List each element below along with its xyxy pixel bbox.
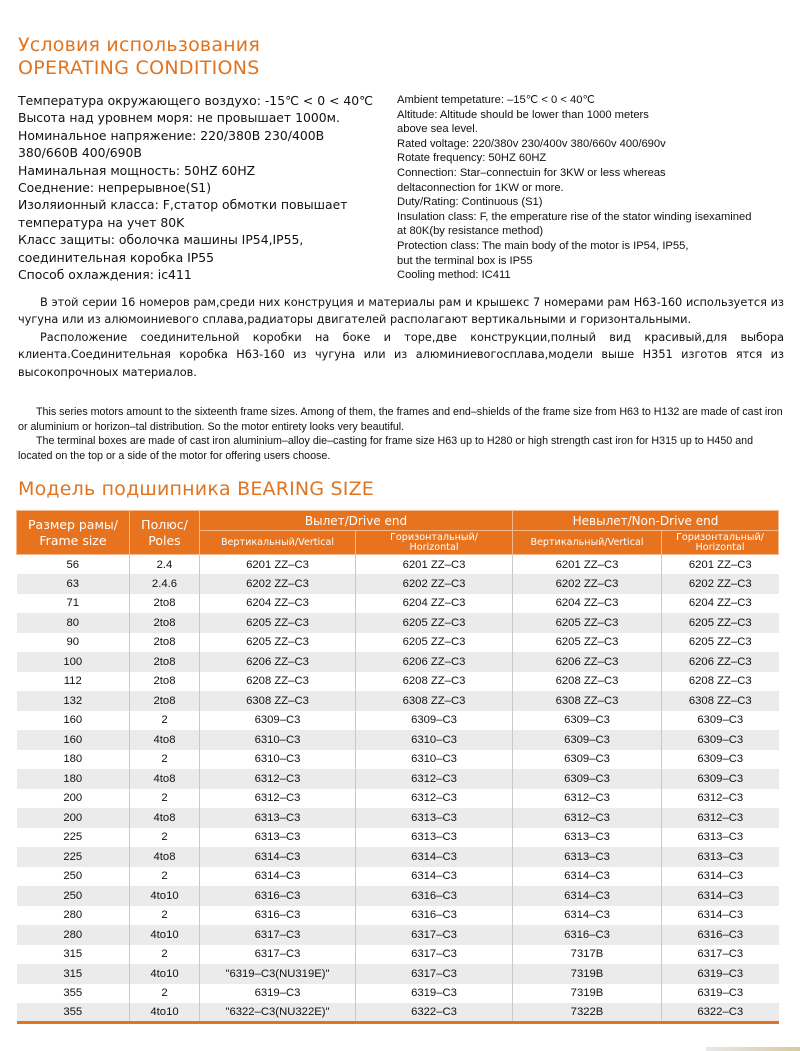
cell-non-drive-horizontal: 6206 ZZ–C3: [662, 652, 779, 672]
cell-drive-vertical: 6308 ZZ–C3: [200, 691, 356, 711]
cell-non-drive-vertical: 6313–C3: [513, 847, 662, 867]
cell-poles: 2to8: [130, 594, 200, 614]
condition-line-en: above sea level.: [397, 123, 478, 136]
condition-line-en: Rated voltage: 220/380v 230/400v 380/660v 400/690v: [397, 137, 666, 150]
cell-non-drive-horizontal: 6322–C3: [662, 1003, 779, 1023]
table-row: [17, 769, 779, 789]
cell-non-drive-horizontal: 6312–C3: [662, 808, 779, 828]
cell-frame-size: 90: [17, 633, 130, 653]
cell-drive-horizontal: 6205 ZZ–C3: [356, 613, 513, 633]
cell-frame-size: 250: [17, 886, 130, 906]
table-row: [17, 808, 779, 828]
cell-drive-horizontal: 6201 ZZ–C3: [356, 555, 513, 575]
cell-drive-horizontal: 6205 ZZ–C3: [356, 633, 513, 653]
cell-drive-vertical: 6205 ZZ–C3: [200, 613, 356, 633]
cell-drive-vertical: 6310–C3: [200, 730, 356, 750]
cell-drive-horizontal: 6316–C3: [356, 886, 513, 906]
cell-drive-horizontal: 6202 ZZ–C3: [356, 574, 513, 594]
cell-non-drive-horizontal: 6309–C3: [662, 769, 779, 789]
condition-line-ru: Высота над уровнем моря: не провышает 1000м.: [18, 110, 340, 126]
condition-line-ru: Способ охлаждения: ic411: [18, 267, 192, 283]
decorative-strip: [706, 1047, 800, 1051]
cell-drive-vertical: 6309–C3: [200, 711, 356, 731]
cell-drive-vertical: "6319–C3(NU319E)": [200, 964, 356, 984]
cell-poles: 2.4.6: [130, 574, 200, 594]
cell-non-drive-horizontal: 6309–C3: [662, 750, 779, 770]
condition-line-en: at 80K(by resistance method): [397, 225, 544, 238]
cell-drive-vertical: 6319–C3: [200, 984, 356, 1004]
cell-drive-vertical: 6312–C3: [200, 769, 356, 789]
cell-non-drive-horizontal: 6205 ZZ–C3: [662, 633, 779, 653]
condition-line-en: Protection class: The main body of the motor is IP54, IP55,: [397, 239, 689, 252]
table-row: [17, 672, 779, 692]
cell-non-drive-horizontal: 6313–C3: [662, 828, 779, 848]
cell-frame-size: 80: [17, 613, 130, 633]
table-row: [17, 730, 779, 750]
cell-drive-vertical: 6310–C3: [200, 750, 356, 770]
cell-drive-horizontal: 6313–C3: [356, 828, 513, 848]
cell-non-drive-vertical: 6314–C3: [513, 886, 662, 906]
cell-poles: 4to10: [130, 886, 200, 906]
table-row: [17, 555, 779, 575]
operating-conditions-title-en: OPERATING CONDITIONS: [18, 57, 260, 79]
cell-non-drive-horizontal: 6308 ZZ–C3: [662, 691, 779, 711]
cell-poles: 2to8: [130, 613, 200, 633]
cell-drive-horizontal: 6314–C3: [356, 847, 513, 867]
table-row: [17, 906, 779, 926]
condition-line-ru: Изоляионный класса: F,статор обмотки повышает: [18, 197, 348, 213]
cell-frame-size: 180: [17, 769, 130, 789]
header-horizontal-ru: Горизонтальный/: [390, 531, 478, 543]
cell-poles: 2: [130, 906, 200, 926]
description-paragraph-ru: Расположение соединительной коробки на боке и торе,две конструкции,полный вид красивый,для выбора клиента.Соединительная коробка H63-160 из чугуна или из алюминиевогосплава,модели выше H351 изготов ятся из высокопрочноых материалов.: [18, 330, 784, 379]
description-paragraph-en: This series motors amount to the sixteenth frame sizes. Among of them, the frames and end–shields of the frame size from H63 to H132 are made of cast iron or aluminium or horizon–tal distribution. So the motor entirety looks very beautiful.: [18, 406, 783, 433]
table-row: [17, 613, 779, 633]
cell-poles: 2: [130, 828, 200, 848]
cell-drive-vertical: 6204 ZZ–C3: [200, 594, 356, 614]
cell-frame-size: 63: [17, 574, 130, 594]
cell-non-drive-vertical: 7317B: [513, 945, 662, 965]
cell-drive-vertical: 6313–C3: [200, 828, 356, 848]
cell-frame-size: 280: [17, 906, 130, 926]
cell-non-drive-vertical: 7319B: [513, 964, 662, 984]
cell-drive-horizontal: 6309–C3: [356, 711, 513, 731]
cell-poles: 2: [130, 984, 200, 1004]
header-horizontal-en: Horizontal: [695, 541, 745, 553]
cell-non-drive-horizontal: 6314–C3: [662, 886, 779, 906]
condition-line-ru: Температура окружающего воздухо: -15℃ < 0 < 40℃: [18, 93, 374, 108]
cell-non-drive-vertical: 6208 ZZ–C3: [513, 672, 662, 692]
description-paragraph-en: The terminal boxes are made of cast iron aluminium–alloy die–casting for frame size H63 up to H280 or high strength cast iron for H315 up to H450 and located on the top or a side of the motor for offering users choose.: [18, 435, 754, 462]
cell-frame-size: 200: [17, 789, 130, 809]
cell-drive-vertical: 6316–C3: [200, 886, 356, 906]
description-paragraph-ru: В этой серии 16 номеров рам,среди них конструция и материалы рам и крышекс 7 номерами рам H63-160 используется из чугуна или из алюмоиниевого сплава,радиаторы двигателей располагают вертикальными и горизонтальными.: [18, 296, 784, 327]
cell-drive-vertical: 6206 ZZ–C3: [200, 652, 356, 672]
table-row: [17, 711, 779, 731]
header-poles-en: Poles: [148, 532, 181, 548]
cell-poles: 4to8: [130, 730, 200, 750]
cell-non-drive-vertical: 6309–C3: [513, 711, 662, 731]
cell-drive-horizontal: 6208 ZZ–C3: [356, 672, 513, 692]
cell-non-drive-horizontal: 6204 ZZ–C3: [662, 594, 779, 614]
cell-non-drive-vertical: 6309–C3: [513, 730, 662, 750]
cell-drive-horizontal: 6308 ZZ–C3: [356, 691, 513, 711]
header-poles: [130, 511, 200, 555]
table-row: [17, 828, 779, 848]
description-ru: [18, 294, 784, 381]
cell-non-drive-vertical: 7322B: [513, 1003, 662, 1023]
cell-poles: 2: [130, 867, 200, 887]
cell-non-drive-vertical: 6309–C3: [513, 769, 662, 789]
cell-frame-size: 225: [17, 828, 130, 848]
cell-poles: 4to10: [130, 925, 200, 945]
table-row: [17, 945, 779, 965]
table-row: [17, 750, 779, 770]
condition-line-ru: 380/660В 400/690В: [18, 145, 142, 161]
condition-line-en: Rotate frequency: 50HZ 60HZ: [397, 152, 547, 165]
cell-non-drive-horizontal: 6316–C3: [662, 925, 779, 945]
table-row: [17, 925, 779, 945]
cell-frame-size: 71: [17, 594, 130, 614]
cell-drive-horizontal: 6319–C3: [356, 984, 513, 1004]
cell-drive-vertical: "6322–C3(NU322E)": [200, 1003, 356, 1023]
bearing-size-title: Модель подшипника BEARING SIZE: [18, 478, 374, 500]
cell-poles: 4to10: [130, 1003, 200, 1023]
header-non-drive-end: Невылет/Non-Drive end: [513, 511, 779, 531]
condition-line-ru: Класс защиты: оболочка машины IP54,IP55,: [18, 232, 304, 248]
cell-drive-horizontal: 6310–C3: [356, 750, 513, 770]
cell-drive-vertical: 6208 ZZ–C3: [200, 672, 356, 692]
cell-frame-size: 112: [17, 672, 130, 692]
cell-drive-vertical: 6317–C3: [200, 945, 356, 965]
cell-poles: 2to8: [130, 691, 200, 711]
header-non-drive-horizontal: [662, 531, 779, 555]
cell-frame-size: 56: [17, 555, 130, 575]
cell-frame-size: 280: [17, 925, 130, 945]
cell-poles: 4to8: [130, 769, 200, 789]
cell-poles: 2: [130, 750, 200, 770]
cell-non-drive-vertical: 6206 ZZ–C3: [513, 652, 662, 672]
cell-drive-vertical: 6313–C3: [200, 808, 356, 828]
condition-line-ru: температура на учет 80K: [18, 214, 185, 230]
condition-line-en: Altitude: Altitude should be lower than 1000 meters: [397, 108, 649, 121]
cell-drive-horizontal: 6310–C3: [356, 730, 513, 750]
cell-drive-horizontal: 6322–C3: [356, 1003, 513, 1023]
cell-drive-vertical: 6316–C3: [200, 906, 356, 926]
cell-non-drive-vertical: 6205 ZZ–C3: [513, 633, 662, 653]
cell-drive-horizontal: 6316–C3: [356, 906, 513, 926]
cell-frame-size: 225: [17, 847, 130, 867]
cell-poles: 2to8: [130, 672, 200, 692]
cell-non-drive-horizontal: 6205 ZZ–C3: [662, 613, 779, 633]
table-row: [17, 594, 779, 614]
cell-non-drive-horizontal: 6201 ZZ–C3: [662, 555, 779, 575]
cell-non-drive-horizontal: 6312–C3: [662, 789, 779, 809]
condition-line-ru: Номинальное напряжение: 220/380В 230/400В: [18, 127, 325, 143]
cell-drive-vertical: 6314–C3: [200, 867, 356, 887]
cell-drive-vertical: 6314–C3: [200, 847, 356, 867]
cell-poles: 2: [130, 711, 200, 731]
table-row: [17, 847, 779, 867]
cell-poles: 4to8: [130, 847, 200, 867]
cell-frame-size: 160: [17, 730, 130, 750]
cell-non-drive-horizontal: 6309–C3: [662, 730, 779, 750]
cell-non-drive-horizontal: 6313–C3: [662, 847, 779, 867]
cell-frame-size: 355: [17, 1003, 130, 1023]
condition-line-ru: соединительная коробка IP55: [18, 249, 214, 265]
cell-drive-horizontal: 6204 ZZ–C3: [356, 594, 513, 614]
cell-drive-vertical: 6205 ZZ–C3: [200, 633, 356, 653]
header-drive-horizontal: [356, 531, 513, 555]
condition-line-en: Duty/Rating: Continuous (S1): [397, 196, 543, 209]
table-row: [17, 633, 779, 653]
header-frame-size-ru: Размер рамы/: [28, 516, 118, 532]
header-horizontal-ru: Горизонтальный/: [676, 531, 764, 543]
cell-non-drive-vertical: 6312–C3: [513, 808, 662, 828]
cell-non-drive-horizontal: 6208 ZZ–C3: [662, 672, 779, 692]
cell-poles: 2.4: [130, 555, 200, 575]
table-row: [17, 574, 779, 594]
cell-non-drive-vertical: 7319B: [513, 984, 662, 1004]
cell-drive-horizontal: 6312–C3: [356, 769, 513, 789]
header-frame-size-en: Frame size: [39, 532, 107, 548]
cell-non-drive-horizontal: 6319–C3: [662, 984, 779, 1004]
table-row: [17, 867, 779, 887]
condition-line-en: Insulation class: F, the emperature rise of the stator winding isexamined: [397, 210, 752, 223]
operating-conditions-title-ru: Условия использования: [18, 34, 260, 56]
cell-frame-size: 315: [17, 945, 130, 965]
cell-non-drive-horizontal: 6314–C3: [662, 906, 779, 926]
cell-poles: 2: [130, 789, 200, 809]
cell-non-drive-horizontal: 6314–C3: [662, 867, 779, 887]
cell-non-drive-vertical: 6201 ZZ–C3: [513, 555, 662, 575]
condition-line-en: Cooling method: IC411: [397, 269, 511, 282]
table-row: [17, 691, 779, 711]
cell-frame-size: 250: [17, 867, 130, 887]
cell-drive-vertical: 6202 ZZ–C3: [200, 574, 356, 594]
header-drive-end: Вылет/Drive end: [200, 511, 513, 531]
condition-line-ru: Наминальная мощность: 50HZ 60HZ: [18, 162, 256, 178]
cell-non-drive-horizontal: 6319–C3: [662, 964, 779, 984]
cell-poles: 4to10: [130, 964, 200, 984]
cell-non-drive-vertical: 6202 ZZ–C3: [513, 574, 662, 594]
conditions-list-ru: [18, 92, 398, 283]
header-frame-size: [17, 511, 130, 555]
header-horizontal-en: Horizontal: [409, 541, 459, 553]
description-en: [18, 405, 784, 463]
table-row: [17, 886, 779, 906]
cell-frame-size: 315: [17, 964, 130, 984]
condition-line-en: but the terminal box is IP55: [397, 254, 533, 267]
cell-non-drive-horizontal: 6202 ZZ–C3: [662, 574, 779, 594]
cell-drive-vertical: 6201 ZZ–C3: [200, 555, 356, 575]
cell-non-drive-vertical: 6308 ZZ–C3: [513, 691, 662, 711]
cell-non-drive-vertical: 6204 ZZ–C3: [513, 594, 662, 614]
cell-drive-vertical: 6317–C3: [200, 925, 356, 945]
table-row: [17, 1003, 779, 1023]
bearing-size-table: [16, 510, 779, 1024]
cell-non-drive-horizontal: 6317–C3: [662, 945, 779, 965]
table-row: [17, 984, 779, 1004]
cell-non-drive-vertical: 6313–C3: [513, 828, 662, 848]
cell-frame-size: 180: [17, 750, 130, 770]
header-non-drive-vertical: Вертикальный/Vertical: [513, 531, 662, 555]
condition-line-ru: Соеднение: непрерывное(S1): [18, 180, 212, 196]
cell-poles: 2: [130, 945, 200, 965]
cell-poles: 2to8: [130, 652, 200, 672]
cell-poles: 4to8: [130, 808, 200, 828]
condition-line-en: Ambient tempetature: –15℃ < 0 < 40℃: [397, 94, 596, 106]
cell-non-drive-vertical: 6312–C3: [513, 789, 662, 809]
cell-drive-horizontal: 6206 ZZ–C3: [356, 652, 513, 672]
cell-frame-size: 100: [17, 652, 130, 672]
cell-frame-size: 200: [17, 808, 130, 828]
cell-non-drive-vertical: 6309–C3: [513, 750, 662, 770]
cell-non-drive-horizontal: 6309–C3: [662, 711, 779, 731]
cell-drive-horizontal: 6317–C3: [356, 925, 513, 945]
cell-non-drive-vertical: 6205 ZZ–C3: [513, 613, 662, 633]
condition-line-en: deltaconnection for 1KW or more.: [397, 181, 564, 194]
table-row: [17, 652, 779, 672]
cell-frame-size: 160: [17, 711, 130, 731]
table-row: [17, 964, 779, 984]
table-row: [17, 789, 779, 809]
cell-non-drive-vertical: 6314–C3: [513, 906, 662, 926]
cell-non-drive-vertical: 6316–C3: [513, 925, 662, 945]
condition-line-en: Connection: Star–connectuin for 3KW or less whereas: [397, 166, 666, 179]
cell-frame-size: 355: [17, 984, 130, 1004]
cell-drive-horizontal: 6317–C3: [356, 945, 513, 965]
cell-drive-vertical: 6312–C3: [200, 789, 356, 809]
header-drive-vertical: Вертикальный/Vertical: [200, 531, 356, 555]
cell-poles: 2to8: [130, 633, 200, 653]
bearing-table-body: [17, 555, 779, 1023]
cell-frame-size: 132: [17, 691, 130, 711]
cell-drive-horizontal: 6314–C3: [356, 867, 513, 887]
conditions-list-en: [397, 93, 797, 283]
cell-drive-horizontal: 6312–C3: [356, 789, 513, 809]
header-poles-ru: Полюс/: [141, 516, 188, 532]
cell-drive-horizontal: 6313–C3: [356, 808, 513, 828]
cell-non-drive-vertical: 6314–C3: [513, 867, 662, 887]
cell-drive-horizontal: 6317–C3: [356, 964, 513, 984]
